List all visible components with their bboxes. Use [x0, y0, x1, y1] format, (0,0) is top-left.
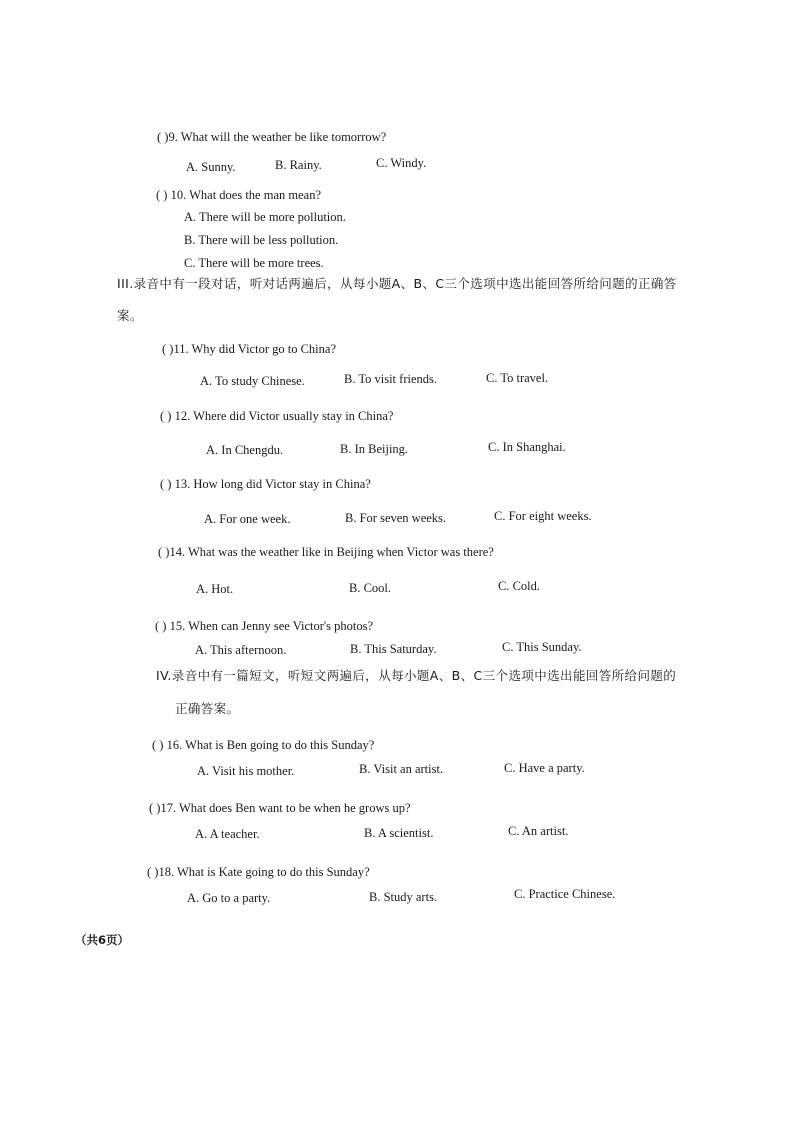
- question-9-option-a: A. Sunny.: [186, 160, 236, 174]
- question-13-option-b: B. For seven weeks.: [345, 511, 447, 525]
- page-count-footer: （共6页）: [75, 933, 130, 947]
- question-18-option-c: C. Practice Chinese.: [514, 887, 616, 901]
- question-12-option-b: B. In Beijing.: [340, 442, 409, 456]
- question-17-option-c: C. An artist.: [508, 824, 569, 838]
- question-10-option-c: C. There will be more trees.: [184, 256, 324, 270]
- question-9-stem: ( )9. What will the weather be like tomorrow?: [157, 130, 387, 144]
- question-11-option-b: B. To visit friends.: [344, 372, 437, 386]
- question-18-stem: ( )18. What is Kate going to do this Sunday?: [147, 865, 370, 879]
- question-18-option-a: A. Go to a party.: [187, 891, 271, 905]
- question-17-stem: ( )17. What does Ben want to be when he grows up?: [149, 801, 411, 815]
- question-16-option-a: A. Visit his mother.: [197, 764, 295, 778]
- question-12-option-a: A. In Chengdu.: [206, 443, 284, 457]
- section-4-instruction-line-2: 正确答案。: [175, 701, 240, 716]
- question-15-option-b: B. This Saturday.: [350, 642, 437, 656]
- question-10-option-b: B. There will be less pollution.: [184, 233, 339, 247]
- question-14-option-b: B. Cool.: [349, 581, 392, 595]
- question-17-option-b: B. A scientist.: [364, 826, 434, 840]
- question-13-option-a: A. For one week.: [204, 512, 291, 526]
- question-11-stem: ( )11. Why did Victor go to China?: [162, 342, 336, 356]
- question-12-option-c: C. In Shanghai.: [488, 440, 566, 454]
- section-3-instruction-line-1: III.录音中有一段对话，听对话两遍后，从每小题A、B、C三个选项中选出能回答所给问题的正确答: [117, 276, 677, 291]
- question-15-stem: ( ) 15. When can Jenny see Victor's photos?: [155, 619, 373, 633]
- question-15-option-c: C. This Sunday.: [502, 640, 582, 654]
- question-14-stem: ( )14. What was the weather like in Beijing when Victor was there?: [158, 545, 494, 559]
- question-10-option-a: A. There will be more pollution.: [184, 210, 346, 224]
- section-3-instruction-line-2: 案。: [117, 308, 143, 323]
- question-12-stem: ( ) 12. Where did Victor usually stay in China?: [160, 409, 394, 423]
- question-16-option-b: B. Visit an artist.: [359, 762, 444, 776]
- question-16-option-c: C. Have a party.: [504, 761, 585, 775]
- question-15-option-a: A. This afternoon.: [195, 643, 287, 657]
- section-4-instruction-line-1: IV.录音中有一篇短文，听短文两遍后，从每小题A、B、C三个选项中选出能回答所给问题的: [156, 668, 677, 683]
- question-11-option-a: A. To study Chinese.: [200, 374, 305, 388]
- question-9-option-b: B. Rainy.: [275, 158, 322, 172]
- question-13-option-c: C. For eight weeks.: [494, 509, 592, 523]
- question-10-stem: ( ) 10. What does the man mean?: [156, 188, 321, 202]
- question-14-option-a: A. Hot.: [196, 582, 234, 596]
- question-11-option-c: C. To travel.: [486, 371, 549, 385]
- question-9-option-c: C. Windy.: [376, 156, 427, 170]
- question-13-stem: ( ) 13. How long did Victor stay in China?: [160, 477, 371, 491]
- question-14-option-c: C. Cold.: [498, 579, 541, 593]
- question-16-stem: ( ) 16. What is Ben going to do this Sunday?: [152, 738, 375, 752]
- question-17-option-a: A. A teacher.: [195, 827, 260, 841]
- question-18-option-b: B. Study arts.: [369, 890, 438, 904]
